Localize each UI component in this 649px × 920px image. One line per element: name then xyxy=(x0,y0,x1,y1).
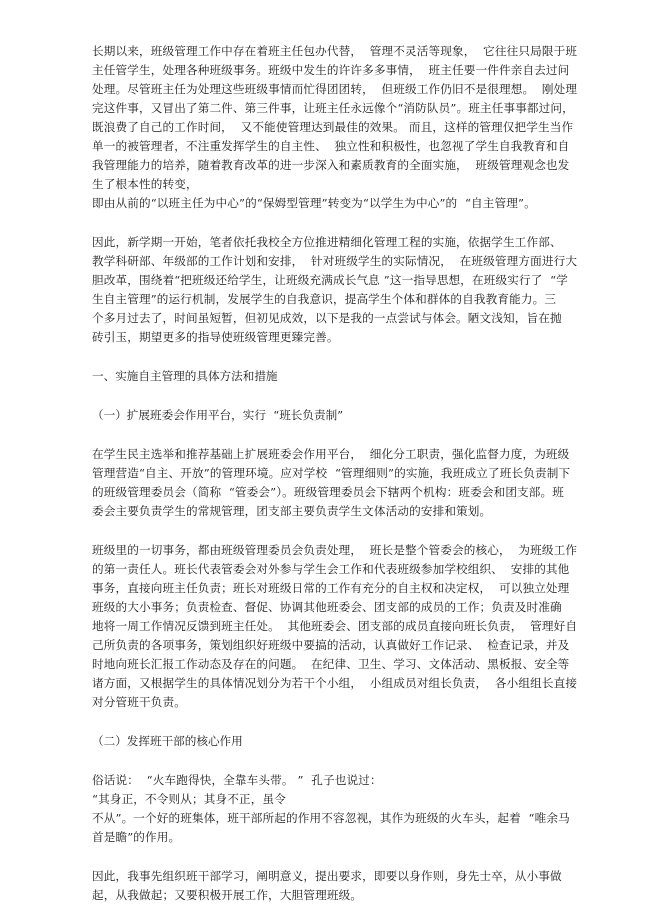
text-line: 胆改革，围绕着“把班级还给学生，让班级充满成长气息 ”这一指导思想，在班级实行了 “学 xyxy=(92,273,569,287)
text-line: 时地向班长汇报工作动态及存在的问题。 在纪律、卫生、学习、文体活动、黑板报、安全等 xyxy=(92,657,570,671)
subsection-heading: （一）扩展班委会作用平台，实行 “班长负责制” xyxy=(92,408,344,422)
text-line: 诸方面，又根据学生的具体情况划分为若干个小组， 小组成员对组长负责， 各小组组长直接 xyxy=(92,676,578,690)
text-line: 首是瞻”的作用。 xyxy=(92,830,181,844)
paragraph-proverb xyxy=(92,771,568,847)
document-body xyxy=(92,42,578,905)
text-line: 生自主管理”的运行机制，发展学生的自我意识，提高学生个体和群体的自我教育能力。三 xyxy=(92,292,557,306)
text-line: 的第一责任人。班长代表管委会对外参与学生会工作和代表班级参加学校组织、 安排的其他 xyxy=(92,562,570,576)
text-line: 委会主要负责学生的常规管理，团支部主要负责学生文体活动的安排和策划。 xyxy=(92,504,492,518)
text-line: “其身正，不令则从；其身不正，虽令 xyxy=(92,792,286,806)
paragraph-monitor-duties xyxy=(92,541,578,712)
text-line: 生了根本性的转变， xyxy=(92,177,198,191)
text-line: 己所负责的各项事务，策划组织好班级中要搞的活动，认真做好工作记录、 检查记录，并及 xyxy=(92,638,570,652)
paragraph-training xyxy=(92,867,568,905)
text-line: 主任管学生，处理各种班级事务。班级中发生的许许多多事情， 班主任要一件件亲自去过问 xyxy=(92,63,570,77)
text-line: 俗话说： “火车跑得快，全靠车头带。 ” 孔子也说过： xyxy=(92,773,382,787)
text-line: 在学生民主选举和推荐基础上扩展班委会作用平台， 细化分工职责，强化监督力度，为班级 xyxy=(92,447,570,461)
text-line: 个多月过去了，时间虽短暂，但初见成效，以下是我的一点尝试与体会。陋文浅知，旨在抛 xyxy=(92,311,562,325)
text-line: 教学科研部、年级部的工作计划和安排， 针对班级学生的实际情况， 在班级管理方面进行大 xyxy=(92,254,578,268)
paragraph-intro xyxy=(92,42,578,213)
text-line: 我管理能力的培养，随着教育改革的进一步深入和素质教育的全面实施， 班级管理观念也发 xyxy=(92,158,570,172)
text-line: 因此，新学期一开始，笔者依托我校全方位推进精细化管理工程的实施，依据学生工作部、 xyxy=(92,235,562,249)
text-line: 不从”。一个好的班集体，班干部所起的作用不容忽视，其作为班级的火车头，起着 “唯余马 xyxy=(92,811,570,825)
text-line: 因此，我事先组织班干部学习，阐明意义，提出要求，即要以身作则，身先士卒，从小事做 xyxy=(92,869,562,883)
text-line: 地将一周工作情况反馈到班主任处。 其他班委会、团支部的成员直接向班长负责， 管理好自 xyxy=(92,619,578,633)
text-line: 起，从我做起；又要积极开展工作，大胆管理班级。 xyxy=(92,888,363,902)
text-line: 单一的被管理者，不注重发挥学生的自主性、 独立性和积极性，也忽视了学生自我教育和自 xyxy=(92,139,570,153)
text-line: 砖引玉，期望更多的指导使班级管理更臻完善。 xyxy=(92,330,339,344)
text-line: 既浪费了自己的工作时间， 又不能使管理达到最佳的效果。 而且，这样的管理仅把学生当作 xyxy=(92,120,574,134)
text-line: 即由从前的“以班主任为中心”的“保姆型管理”转变为“以学生为中心”的 “自主管理”。 xyxy=(92,196,536,210)
subsection-heading: （二）发挥班干部的核心作用 xyxy=(92,734,243,748)
text-line: 完这件事，又冒出了第二件、第三件事，让班主任永远像个“消防队员”。班主任事事都过问， xyxy=(92,101,574,115)
text-line: 处理。尽管班主任为处理这些班级事情而忙得团团转， 但班级工作仍旧不是很理想。 刚处理 xyxy=(92,82,578,96)
text-line: 管理营造“自主、开放”的管理环境。应对学校 “管理细则”的实施，我班成立了班长负责制下 xyxy=(92,466,571,480)
text-line: 班级的大小事务；负责检查、督促、协调其他班委会、团支部的成员的工作；负责及时准确 xyxy=(92,600,562,614)
paragraph-reform xyxy=(92,233,578,347)
paragraph-committee xyxy=(92,445,571,521)
text-line: 的班级管理委员会（简称 “管委会”）。班级管理委员会下辖两个机构：班委会和团支部。班 xyxy=(92,485,565,499)
text-line: 对分管班干负责。 xyxy=(92,695,186,709)
section-heading: 一、实施自主管理的具体方法和措施 xyxy=(92,369,278,383)
text-line: 长期以来，班级管理工作中存在着班主任包办代替， 管理不灵活等现象， 它往往只局限于班 xyxy=(92,44,578,58)
text-line: 班级里的一切事务，都由班级管理委员会负责处理， 班长是整个管委会的核心， 为班级工作 xyxy=(92,543,578,557)
text-line: 事务，直接向班主任负责；班长对班级日常的工作有充分的自主权和决定权， 可以独立处理 xyxy=(92,581,570,595)
